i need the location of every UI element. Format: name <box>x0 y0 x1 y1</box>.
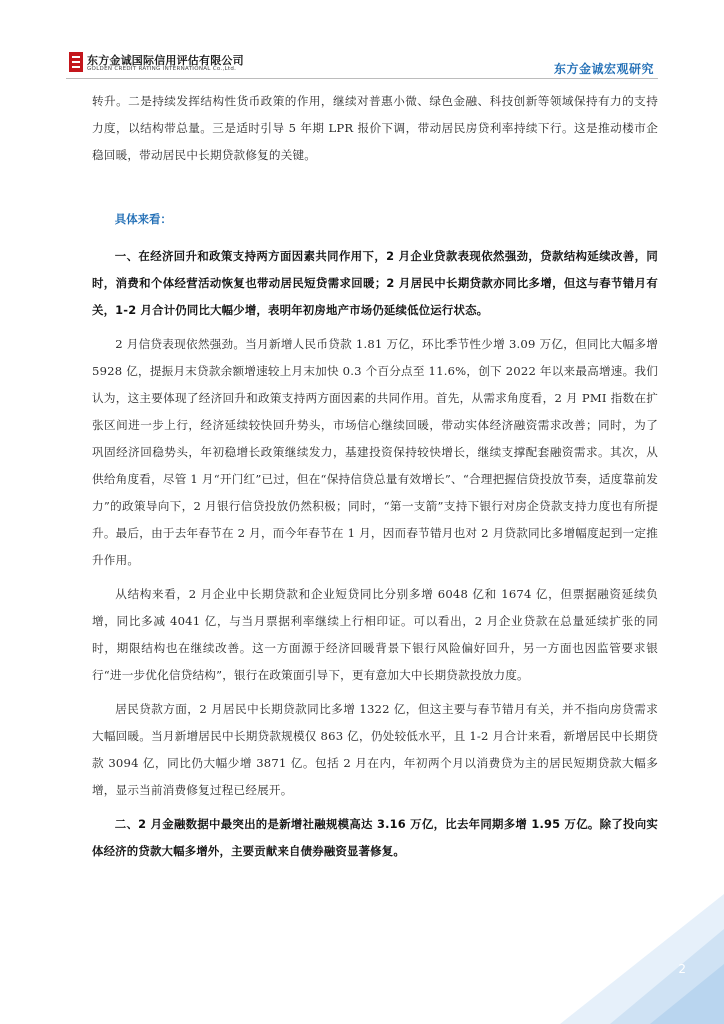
logo-english-name: GOLDEN CREDIT RATING INTERNATIONAL Co.,Ltd. <box>87 66 237 72</box>
logo-chinese-name: 东方金诚国际信用评估有限公司 <box>87 54 244 67</box>
heading-one: 一、在经济回升和政策支持两方面因素共同作用下，2 月企业贷款表现依然强劲，贷款结构延续改善，同时，消费和个体经营活动恢复也带动居民短贷需求回暖；2 月居民中长期贷款亦同比多增，但这与春节错月有关，1-2 月合计仍同比大幅少增，表明年初房地产市场仍延续低位运行状态。 <box>92 249 658 317</box>
document-body <box>92 88 658 872</box>
paragraph-credit: 2 月信贷表现依然强劲。当月新增人民币贷款 1.81 万亿，环比季节性少增 3.09 万亿，但同比大幅多增 5928 亿，提振月末贷款余额增速较上月末加快 0.3 个百分点至 11.6%，创下 2022 年以来最高增速。我们认为，这主要体现了经济回升和政策支持两方面因素的共同作用。首先，从需求角度看，2 月 PMI 指数在扩张区间进一步上行，经济延续较快回升势头，市场信心继续回暖，带动实体经济融资需求改善；同时，为了巩固经济回稳势头，年初稳增长政策继续发力，基建投资保持较快增长，继续支撑配套融资需求。其次，从供给角度看，尽管 1 月“开门红”已过，但在“保持信贷总量有效增长”、“合理把握信贷投放节奏，适度靠前发力”的政策导向下，2 月银行信贷投放仍然积极；同时，“第一支箭”支持下银行对房企贷款支持力度也有所提升。最后，由于去年春节在 2 月，而今年春节在 1 月，因而春节错月也对 2 月贷款同比多增幅度起到一定推升作用。 <box>92 337 658 567</box>
paragraph-household: 居民贷款方面，2 月居民中长期贷款同比多增 1322 亿，但这主要与春节错月有关，并不指向房贷需求大幅回暖。当月新增居民中长期贷款规模仅 863 亿，仍处较低水平，且 1-2 月合计来看，新增居民中长期贷款 3094 亿，同比仍大幅少增 3871 亿。包括 2 月在内，年初两个月以消费贷为主的居民短期贷款大幅多增，显示当前消费修复过程已经展开。 <box>92 702 658 797</box>
section-label: 具体来看： <box>114 212 172 226</box>
header-divider <box>66 78 658 79</box>
page-header <box>0 0 724 80</box>
report-brand: 东方金诚宏观研究 <box>553 62 654 76</box>
logo-mark-icon <box>69 52 83 72</box>
page-number: 2 <box>678 962 686 976</box>
company-logo <box>69 52 279 74</box>
corner-decoration <box>0 884 724 1024</box>
paragraph-structure: 从结构来看，2 月企业中长期贷款和企业短贷同比分别多增 6048 亿和 1674 亿，但票据融资延续负增，同比多减 4041 亿，与当月票据利率继续上行相印证。可以看出，2 月企业贷款在总量延续扩张的同时，期限结构也在继续改善。这一方面源于经济回暖背景下银行风险偏好回升，另一方面也因监管要求银行“进一步优化信贷结构”，银行在政策面引导下，更有意加大中长期贷款投放力度。 <box>92 587 658 682</box>
heading-two: 二、2 月金融数据中最突出的是新增社融规模高达 3.16 万亿，比去年同期多增 1.95 万亿。除了投向实体经济的贷款大幅多增外，主要贡献来自债券融资显著修复。 <box>92 817 658 858</box>
intro-paragraph: 转升。二是持续发挥结构性货币政策的作用，继续对普惠小微、绿色金融、科技创新等领域保持有力的支持力度，以结构带总量。三是适时引导 5 年期 LPR 报价下调，带动居民房贷利率持续下行。这是推动楼市企稳回暖，带动居民中长期贷款修复的关键。 <box>92 94 658 162</box>
